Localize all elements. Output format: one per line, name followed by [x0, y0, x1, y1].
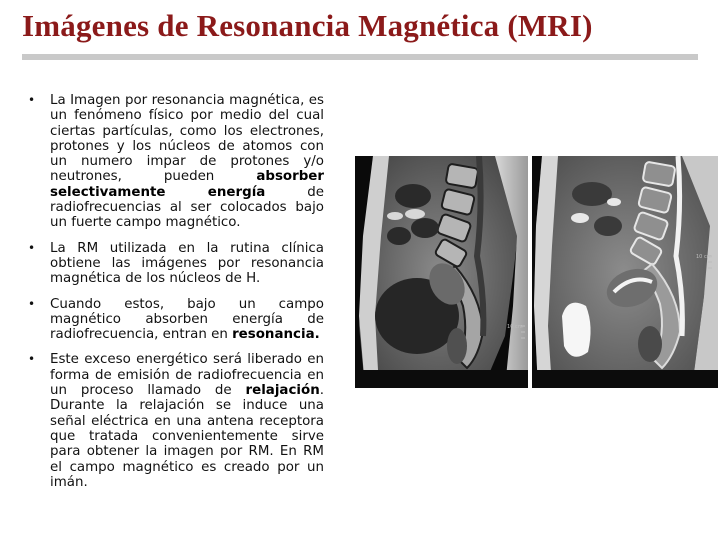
- scale-label: 10 cm: [507, 324, 523, 330]
- title-divider: [22, 54, 698, 60]
- bold-term: relajación: [245, 383, 320, 399]
- bullet-text: Cuando estos, bajo un campo magnético absorben energía de radiofrecuencia, entran en resonancia.: [50, 296, 324, 343]
- bullet-marker-icon: •: [28, 93, 36, 107]
- bullet-text: La RM utilizada en la rutina clínica obtiene las imágenes por resonancia magnética de los núcleos de H.: [50, 240, 324, 287]
- bullet-item: [22, 352, 324, 490]
- bold-term: resonancia.: [232, 327, 320, 343]
- bold-term: absorber selectivamente energía: [50, 169, 324, 200]
- bullet-list: [22, 93, 324, 500]
- mri-image-right: [532, 156, 718, 388]
- bullet-item: [22, 93, 324, 231]
- bullet-marker-icon: •: [28, 296, 36, 311]
- bullet-text: La Imagen por resonancia magnética, es un fenómeno físico por medio del cual ciertas partículas, como los electrones, protones y los núcleos de atomos con un numero impar de protones y/o neutrones, pueden absorber selectivamente energía de radiofrecuencias al ser colocados bajo un fuerte campo magnético.: [50, 93, 324, 231]
- slide-title: Imágenes de Resonancia Magnética (MRI): [22, 8, 593, 43]
- bullet-marker-icon: •: [28, 240, 36, 255]
- bullet-item: [22, 241, 324, 287]
- scale-label: 10 cm: [696, 254, 712, 260]
- mri-image-left: [355, 156, 528, 388]
- bullet-text: Este exceso energético será liberado en forma de emisión de radiofrecuencia en un proceso llamado de relajación. Durante la relajación se induce una señal eléctrica en una antena receptora que tratada convenientemente sirve para obtener la imagen por RM. En RM el campo magnético es creado por un imán.: [50, 352, 324, 490]
- bullet-item: [22, 297, 324, 343]
- bullet-marker-icon: •: [28, 352, 36, 367]
